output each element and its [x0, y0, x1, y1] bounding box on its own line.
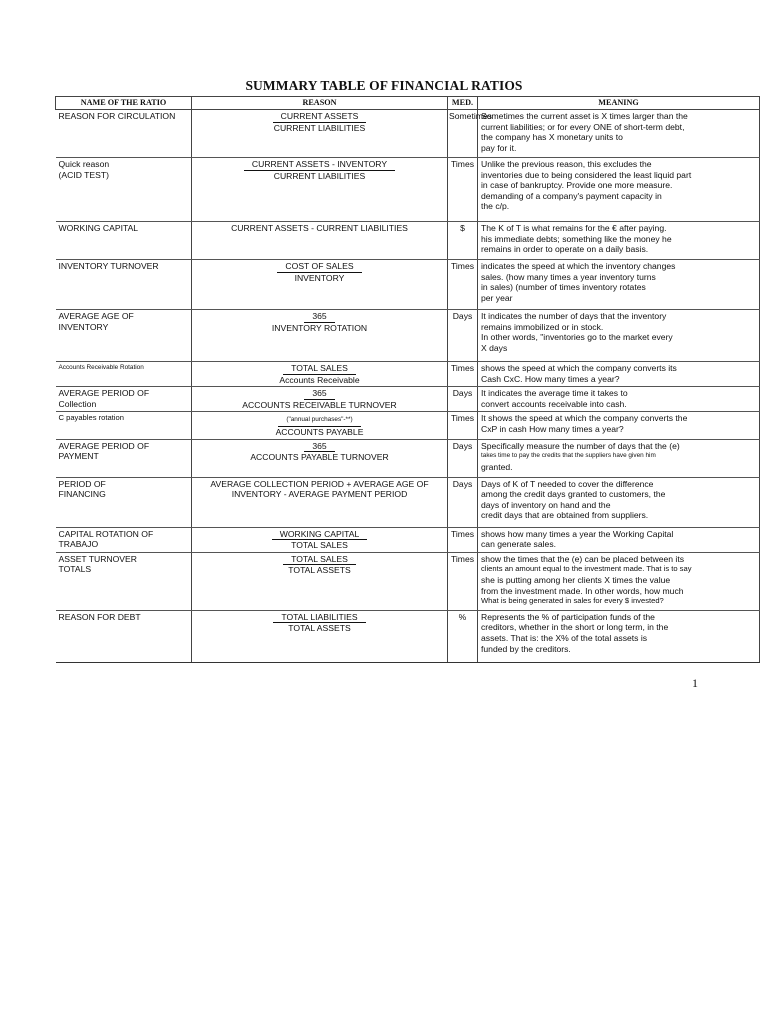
ratio-unit-cell: Times	[448, 260, 478, 310]
ratio-unit-cell: Sometimes	[448, 110, 478, 158]
ratio-meaning-cell	[478, 158, 760, 222]
meaning-line: among the credit days granted to customers, the	[481, 489, 666, 500]
meaning-line: X days	[481, 342, 508, 353]
ratio-name-line: Quick reason	[58, 159, 110, 169]
meaning-line: the company has X monetary units to	[481, 132, 623, 143]
meaning-line: from the investment made. In other words, how much	[481, 585, 684, 596]
meaning-line: show the times that the (e) can be placed between its	[481, 553, 685, 564]
meaning-line: Days of K of T needed to cover the difference	[481, 478, 654, 489]
header-reason: REASON	[192, 97, 448, 110]
ratio-name-cell	[56, 552, 192, 610]
ratio-name-line: Accounts Receivable Rotation	[58, 364, 144, 371]
formula-denominator: CURRENT LIABILITIES	[273, 170, 366, 181]
meaning-line: credit days that are obtained from suppliers.	[481, 510, 649, 521]
table-row	[56, 158, 760, 222]
table-row	[56, 260, 760, 310]
ratio-name-line: FINANCING	[58, 489, 106, 500]
ratio-meaning-cell	[478, 412, 760, 439]
formula-denominator: ACCOUNTS RECEIVABLE TURNOVER	[242, 399, 397, 410]
ratio-name-line: REASON FOR CIRCULATION	[58, 111, 176, 121]
ratio-unit-cell: Times	[448, 158, 478, 222]
meaning-line: shows the speed at which the company converts its	[481, 363, 677, 373]
formula-numerator: 365	[304, 311, 334, 323]
meaning-line: remains in order to operate on a daily basis.	[481, 244, 649, 255]
table-row	[56, 439, 760, 477]
formula-numerator: ("annual purchases"-**)	[278, 415, 360, 427]
ratio-unit-cell: %	[448, 610, 478, 662]
meaning-line: It indicates the average time it takes to	[481, 388, 628, 399]
ratio-name-cell	[56, 527, 192, 552]
ratio-formula-cell	[192, 110, 448, 158]
formula-text: CURRENT ASSETS - CURRENT LIABILITIES	[231, 223, 408, 233]
ratio-name-line: REASON FOR DEBT	[58, 611, 141, 622]
meaning-line: Represents the % of participation funds of the	[481, 611, 655, 622]
ratio-name-line: ASSET TURNOVER	[58, 553, 137, 564]
meaning-line: clients an amount equal to the investment made. That is to say	[481, 564, 692, 574]
ratio-name-line: PERIOD OF	[58, 478, 106, 489]
ratio-unit-cell: Days	[448, 477, 478, 527]
ratio-name-cell	[56, 412, 192, 439]
ratio-formula-cell	[192, 222, 448, 260]
ratio-name-line: TRABAJO	[58, 539, 99, 550]
ratio-formula-cell	[192, 260, 448, 310]
formula-denominator: ACCOUNTS PAYABLE TURNOVER	[250, 452, 389, 463]
ratio-name-line: TOTALS	[58, 564, 92, 575]
meaning-line: pay for it.	[481, 142, 517, 153]
ratio-name-cell	[56, 222, 192, 260]
formula-numerator: TOTAL SALES	[283, 363, 356, 375]
formula-text: INVENTORY - AVERAGE PAYMENT PERIOD	[231, 489, 408, 500]
meaning-line: Unlike the previous reason, this excludes the	[481, 159, 652, 169]
ratio-name-cell	[56, 387, 192, 412]
ratio-formula-cell	[192, 610, 448, 662]
ratio-unit-cell: Times	[448, 362, 478, 387]
meaning-line: In other words, "inventories go to the market every	[481, 332, 673, 343]
ratios-table	[55, 96, 760, 663]
meaning-line: Cash CxC. How many times a year?	[481, 373, 620, 384]
meaning-line: Specifically measure the number of days that the (e)	[481, 440, 680, 451]
ratio-meaning-cell	[478, 527, 760, 552]
ratio-unit-cell: Times	[448, 527, 478, 552]
ratio-name-cell	[56, 477, 192, 527]
formula-denominator: INVENTORY ROTATION	[271, 322, 368, 333]
meaning-line: the c/p.	[481, 201, 510, 212]
ratio-unit-cell: Days	[448, 310, 478, 362]
table-row	[56, 527, 760, 552]
meaning-line: his immediate debts; something like the money he	[481, 233, 672, 244]
formula-numerator: TOTAL LIABILITIES	[273, 612, 365, 624]
formula-numerator: TOTAL SALES	[283, 554, 356, 566]
header-med: MED.	[448, 97, 478, 110]
meaning-line: sales. (how many times a year inventory turns	[481, 271, 656, 282]
header-name: NAME OF THE RATIO	[56, 97, 192, 110]
ratio-name-cell	[56, 158, 192, 222]
ratio-meaning-cell	[478, 552, 760, 610]
ratio-formula-cell	[192, 527, 448, 552]
formula-denominator: TOTAL ASSETS	[288, 565, 351, 576]
ratio-meaning-cell	[478, 477, 760, 527]
ratio-formula-cell	[192, 158, 448, 222]
ratio-name-cell	[56, 110, 192, 158]
ratio-unit-cell: Times	[448, 552, 478, 610]
ratio-formula-cell	[192, 439, 448, 477]
ratio-name-line: Collection	[58, 398, 97, 409]
ratio-name-cell	[56, 610, 192, 662]
ratio-meaning-cell	[478, 439, 760, 477]
formula-denominator: TOTAL ASSETS	[288, 623, 351, 634]
ratio-unit-cell: Days	[448, 387, 478, 412]
ratio-name-line: INVENTORY TURNOVER	[58, 261, 159, 271]
meaning-line: It indicates the number of days that the inventory	[481, 311, 667, 321]
meaning-line: shows how many times a year the Working Capital	[481, 528, 674, 539]
meaning-line: takes time to pay the credits that the suppliers have given him	[481, 452, 656, 460]
formula-numerator: COST OF SALES	[277, 261, 361, 273]
formula-text: AVERAGE COLLECTION PERIOD + AVERAGE AGE OF	[210, 478, 429, 489]
formula-denominator: TOTAL SALES	[291, 540, 348, 551]
ratio-name-cell	[56, 439, 192, 477]
meaning-line: inventories due to being considered the least liquid part	[481, 169, 692, 180]
formula-denominator: INVENTORY	[294, 272, 345, 283]
meaning-line: creditors, whether in the short or long term, in the	[481, 622, 669, 633]
meaning-line: It shows the speed at which the company converts the	[481, 413, 688, 424]
ratio-formula-cell	[192, 552, 448, 610]
meaning-line: The K of T is what remains for the € after paying.	[481, 223, 667, 233]
table-row	[56, 222, 760, 260]
ratio-name-cell	[56, 310, 192, 362]
meaning-line: remains immobilized or in stock.	[481, 321, 604, 332]
ratio-name-line: C payables rotation	[58, 413, 124, 423]
ratio-meaning-cell	[478, 387, 760, 412]
header-meaning: MEANING	[478, 97, 760, 110]
meaning-line: in case of bankruptcy. Provide one more measure.	[481, 180, 673, 191]
formula-numerator: 365	[304, 441, 334, 453]
formula-denominator: CURRENT LIABILITIES	[273, 122, 366, 133]
table-body	[56, 110, 760, 663]
ratio-formula-cell	[192, 477, 448, 527]
ratio-unit-cell: $	[448, 222, 478, 260]
ratio-formula-cell	[192, 362, 448, 387]
ratio-name-cell	[56, 260, 192, 310]
ratio-name-line: INVENTORY	[58, 321, 109, 332]
formula-numerator: CURRENT ASSETS - INVENTORY	[244, 159, 395, 171]
meaning-line: What is being generated in sales for every $ invested?	[481, 596, 664, 606]
formula-denominator: ACCOUNTS PAYABLE	[275, 426, 364, 437]
meaning-line: assets. That is: the X% of the total assets is	[481, 632, 648, 643]
meaning-line: indicates the speed at which the inventory changes	[481, 261, 676, 271]
meaning-line: current liabilities; or for every ONE of short-term debt,	[481, 121, 685, 132]
meaning-line: convert accounts receivable into cash.	[481, 398, 627, 409]
ratio-meaning-cell	[478, 310, 760, 362]
ratio-formula-cell	[192, 387, 448, 412]
meaning-line: demanding of a company's payment capacity in	[481, 190, 662, 201]
ratio-meaning-cell	[478, 222, 760, 260]
formula-denominator: Accounts Receivable	[279, 374, 360, 385]
ratio-meaning-cell	[478, 110, 760, 158]
ratio-name-cell	[56, 362, 192, 387]
ratio-meaning-cell	[478, 260, 760, 310]
ratio-unit-cell: Days	[448, 439, 478, 477]
ratio-name-line: AVERAGE AGE OF	[58, 311, 134, 321]
meaning-line: granted.	[481, 461, 513, 472]
ratio-name-line: WORKING CAPITAL	[58, 223, 139, 233]
meaning-line: can generate sales.	[481, 539, 557, 550]
meaning-line: she is putting among her clients X times the value	[481, 574, 671, 585]
meaning-line: CxP in cash How many times a year?	[481, 423, 624, 434]
formula-numerator: CURRENT ASSETS	[273, 111, 367, 123]
ratio-name-line: CAPITAL ROTATION OF	[58, 528, 154, 539]
table-row	[56, 552, 760, 610]
ratio-name-line: AVERAGE PERIOD OF	[58, 388, 150, 399]
ratio-meaning-cell	[478, 610, 760, 662]
ratio-formula-cell	[192, 412, 448, 439]
table-row	[56, 110, 760, 158]
meaning-line: per year	[481, 292, 513, 303]
page-number: 1	[692, 676, 698, 690]
meaning-line: Sometimes the current asset is X times larger than the	[481, 111, 688, 121]
table-row	[56, 387, 760, 412]
table-row	[56, 610, 760, 662]
ratio-name-line: (ACID TEST)	[58, 169, 109, 180]
formula-numerator: 365	[304, 388, 334, 400]
ratio-formula-cell	[192, 310, 448, 362]
ratio-unit-cell: Times	[448, 412, 478, 439]
formula-numerator: WORKING CAPITAL	[272, 529, 368, 541]
meaning-line: in sales) (number of times inventory rotates	[481, 282, 646, 293]
table-header-row	[56, 97, 760, 110]
table-row	[56, 310, 760, 362]
page-title: SUMMARY TABLE OF FINANCIAL RATIOS	[245, 78, 523, 93]
meaning-line: days of inventory on hand and the	[481, 499, 611, 510]
ratio-name-line: PAYMENT	[58, 451, 99, 462]
table-row	[56, 412, 760, 439]
table-row	[56, 477, 760, 527]
meaning-line: funded by the creditors.	[481, 643, 571, 654]
ratio-meaning-cell	[478, 362, 760, 387]
table-row	[56, 362, 760, 387]
ratio-name-line: AVERAGE PERIOD OF	[58, 440, 150, 451]
